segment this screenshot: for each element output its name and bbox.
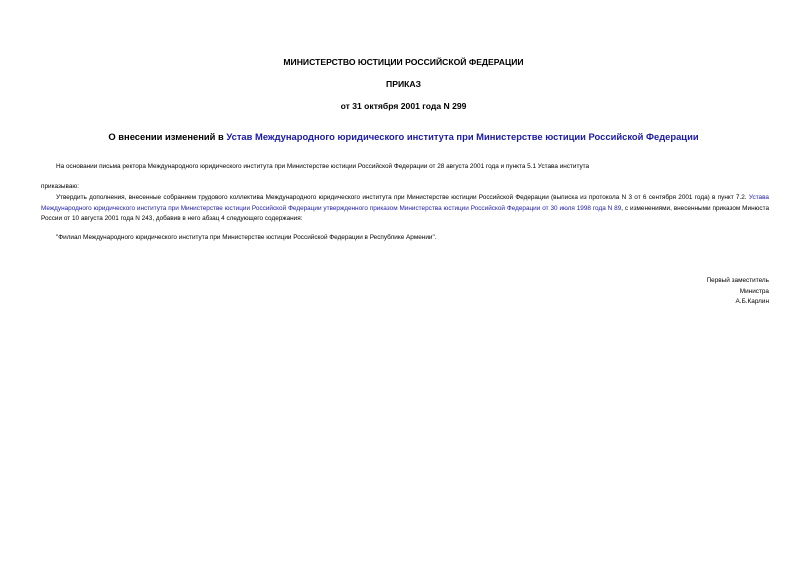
- signature-block: [707, 276, 769, 308]
- main-paragraph: [41, 193, 769, 225]
- document-type-heading: ПРИКАЗ: [386, 79, 421, 89]
- signature-position: Первый заместитель: [706, 277, 769, 284]
- basis-paragraph: На основании письма ректора Международного юридического института при Министерстве юстиции Российской Федерации от 28 августа 2001 года и пункта 5.1 Устава института: [56, 163, 590, 170]
- quote-paragraph: "Филиал Международного юридического института при Министерстве юстиции Российской Федерации в Республике Армении".: [56, 234, 437, 241]
- date-number-heading: от 31 октября 2001 года N 299: [340, 101, 467, 111]
- order-word: приказываю:: [41, 183, 79, 190]
- subject-heading: [0, 131, 807, 142]
- signature-name: А.Б.Карлин: [735, 298, 769, 305]
- signature-title: Министра: [739, 287, 769, 295]
- charter-approval-link[interactable]: Устава Международного юридического института при Министерстве юстиции Российской Федерации утвержденного приказом Министерства юстиции Российской Федерации от 30 июля 1998 года N 89: [41, 194, 769, 212]
- charter-link[interactable]: Устав Международного юридического института при Министерстве юстиции Российской Федерации: [226, 131, 699, 142]
- main-paragraph-part2: , с изменениями, внесенными приказом Минюста России от 10 августа 2001 года N 243, добавив в него абзац 4 следующего содержания:: [41, 204, 770, 222]
- main-paragraph-part1: Утвердить дополнения, внесенные собранием трудового коллектива Международного юридического института при Министерстве юстиции Российской Федерации (выписка из протокола N 3 от 6 сентября 2001 года) в пункт 7.2.: [56, 194, 749, 201]
- ministry-heading: МИНИСТЕРСТВО ЮСТИЦИИ РОССИЙСКОЙ ФЕДЕРАЦИИ: [283, 57, 524, 67]
- subject-prefix: О внесении изменений в: [108, 131, 227, 142]
